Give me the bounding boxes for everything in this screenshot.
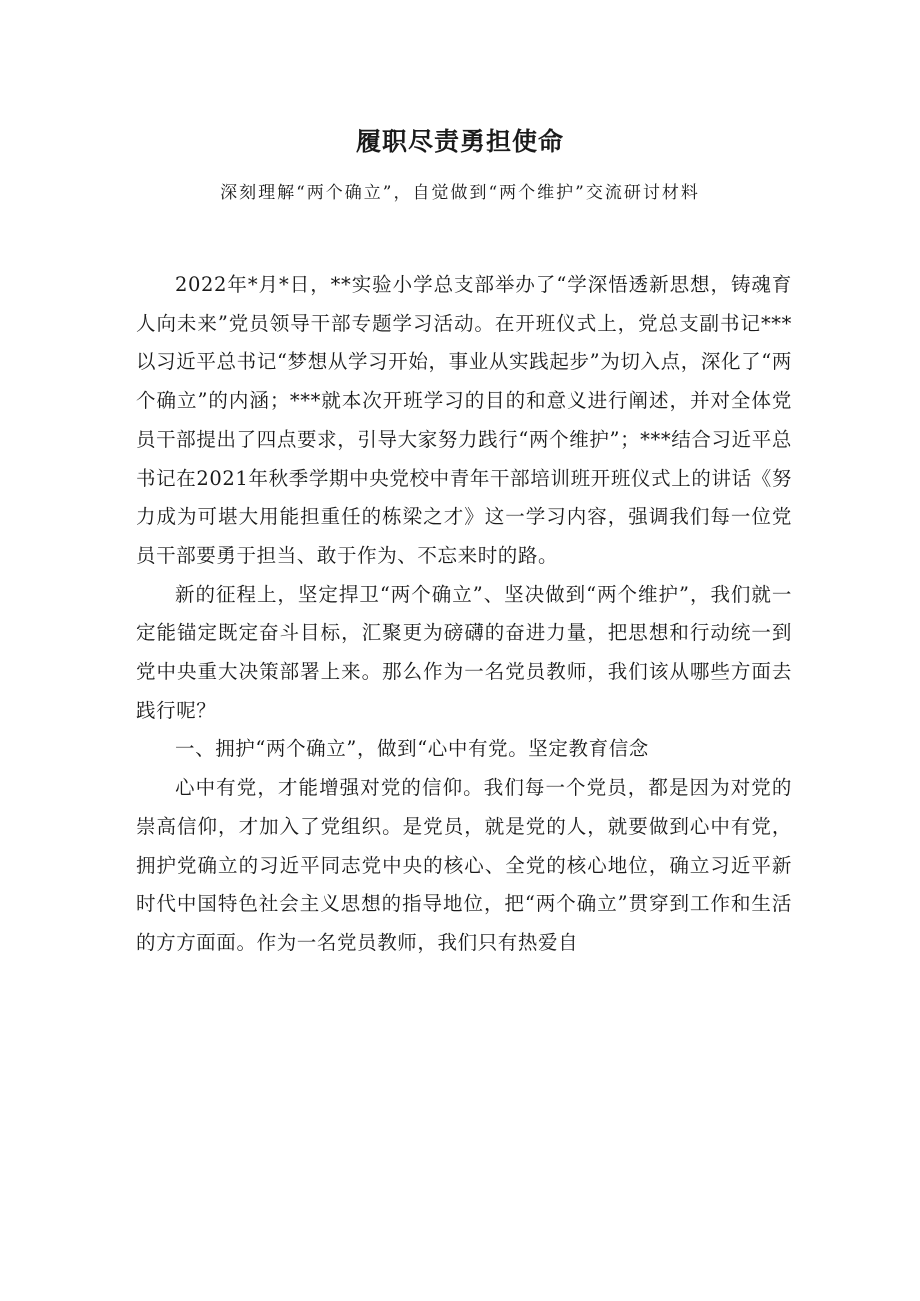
document-body bbox=[136, 266, 792, 963]
document-title: 履职尽责勇担使命 bbox=[355, 127, 564, 156]
document-subtitle: 深刻理解“两个确立”，自觉做到“两个维护”交流研讨材料 bbox=[220, 183, 700, 203]
section-heading-1: 一、拥护“两个确立”，做到“心中有党。坚定教育信念 bbox=[175, 737, 649, 761]
paragraph-3: 心中有党，才能增强对党的信仰。我们每一个党员，都是因为对党的崇高信仰，才加入了党组织。是党员，就是党的人，就要做到心中有党，拥护党确立的习近平同志党中央的核心、全党的核心地位，确立习近平新时代中国特色社会主义思想的指导地位，把“两个确立”贯穿到工作和生活的方方面面。作为一名党员教师，我们只有热爱自 bbox=[136, 776, 792, 954]
paragraph-2: 新的征程上，坚定捍卫“两个确立”、坚决做到“两个维护”，我们就一定能锚定既定奋斗目标，汇聚更为磅礴的奋进力量，把思想和行动统一到党中央重大决策部署上来。那么作为一名党员教师，我们该从哪些方面去践行呢？ bbox=[136, 582, 792, 722]
paragraph-1: 2022年*月*日，**实验小学总支部举办了“学深悟透新思想，铸魂育人向未来”党员领导干部专题学习活动。在开班仪式上，党总支副书记***以习近平总书记“梦想从学习开始，事业从实践起步”为切入点，深化了“两个确立”的内涵；***就本次开班学习的目的和意义进行阐述，并对全体党员干部提出了四点要求，引导大家努力践行“两个维护”；***结合习近平总书记在2021年秋季学期中央党校中青年干部培训班开班仪式上的讲话《努力成为可堪大用能担重任的栋梁之才》这一学习内容，强调我们每一位党员干部要勇于担当、敢于作为、不忘来时的路。 bbox=[136, 273, 792, 567]
